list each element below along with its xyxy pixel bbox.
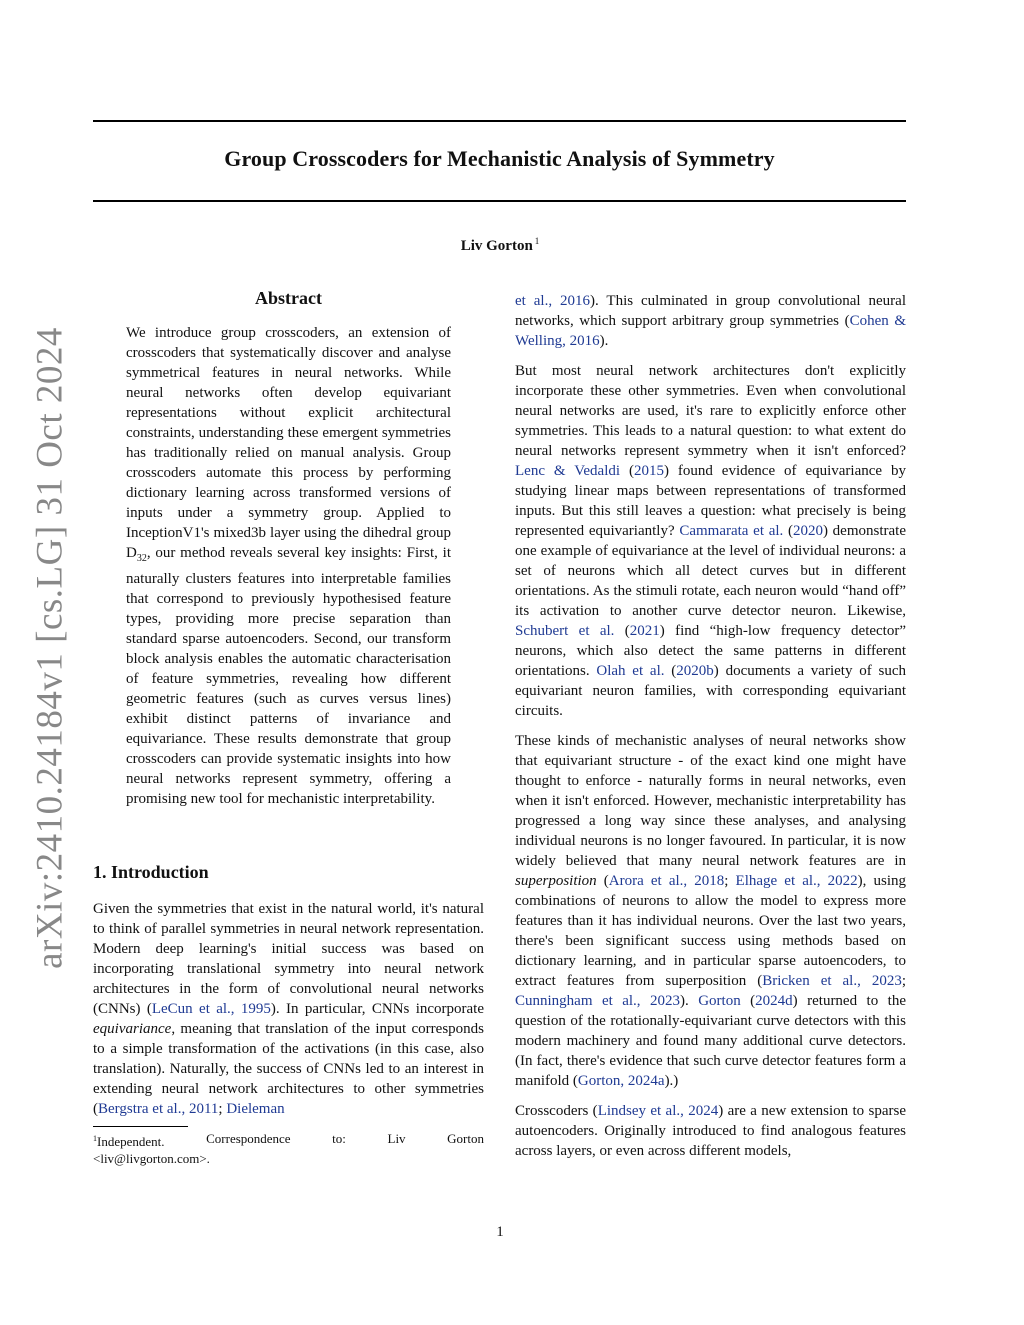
abstract-text: We introduce group crosscoders, an extension of crosscoders that systematically discover and analyse symmetrical features in neural networks. While neural networks often develop equivariant representations without explicit architectural constraints, understanding these emergent symmetries has traditionally relied on manual analysis. Group crosscoders automate this process by performing dictionary learning across transformed versions of inputs under a symmetry group. Applied to InceptionV1's mixed3b layer using the dihedral group $D_{32}$, our method reveals several key insights: First, it naturally clusters features into interpretable families that correspond to previously hypothesised feature types, providing more precise separation than standard sparse autoencoders. Second, our transform block analysis enables the automatic characterisation of feature symmetries, revealing how different geometric features (such as curves versus lines) exhibit distinct patterns of invariance and equivariance. These results demonstrate that group crosscoders can provide systematic insights into how neural networks represent symmetry, offering a promising new tool for mechanistic interpretability. [126,325,451,807]
citation-link[interactable]: 2024d [755,993,793,1009]
citation-link[interactable]: Cammarata et al. [679,523,784,539]
paper-title: Group Crosscoders for Mechanistic Analysis of Symmetry [224,146,775,171]
citation-link[interactable]: Bergstra et al., 2011 [98,1101,219,1117]
arxiv-identifier-stamp: arXiv:2410.24184v1 [cs.LG] 31 Oct 2024 [29,327,71,969]
abstract-heading: Abstract [255,288,322,308]
citation-link[interactable]: Cunningham et al., 2023 [515,993,681,1009]
footnote: $^1$Independent. Correspondence to: Liv Gorton <liv@livgorton.com>. [93,1131,484,1166]
citation-link[interactable]: Gorton [698,993,741,1009]
body-paragraph: et al., 2016). This culminated in group convolutional neural networks, which support arbitrary group symmetries (Cohen & Welling, 2016). [515,293,906,349]
citation-link[interactable]: Dieleman [226,1101,285,1117]
footnote-rule [93,1126,188,1127]
citation-link[interactable]: Arora et al., 2018 [608,873,725,889]
citation-link[interactable]: LeCun et al., 1995 [151,1001,271,1017]
author-name: Liv Gorton [460,238,533,254]
author-line [0,236,1000,255]
footnote-email: <liv@livgorton.com>. [93,1151,210,1166]
citation-link[interactable]: Olah et al. [596,663,665,679]
body-paragraph: These kinds of mechanistic analyses of neural networks show that equivariant structure - of the exact kind one might have thought to enforce - naturally forms in neural networks, even when it isn't enforced. However, mechanistic interpretability has progressed a long way since these analyses, and analysing individual neurons is no longer favoured. In particular, it is now widely believed that many neural network features are in superposition (Arora et al., 2018; Elhage et al., 2022), using combinations of neurons to allow the model to express more features than it has individual neurons. Over the last two years, there's been significant success using methods based on dictionary learning, and in particular sparse autoencoders, to extract features from superposition (Bricken et al., 2023; Cunningham et al., 2023). Gorton (2024d) returned to the question of the rotationally-equivariant curve detectors with this modern machinery and found many additional curve detectors. (In fact, there's evidence that such curve detector features form a manifold (Gorton, 2024a).) [515,733,907,1089]
citation-link[interactable]: Lenc & Vedaldi [515,463,621,479]
author-affiliation-mark: 1 [534,236,540,246]
citation-link[interactable]: Gorton, 2024a [577,1073,665,1089]
citation-link[interactable]: Elhage et al., 2022 [735,873,858,889]
citation-link[interactable]: 2021 [629,623,660,639]
page-number: 1 [496,1224,504,1240]
title-top-rule [93,120,906,122]
right-column [515,291,906,1171]
title-bottom-rule [93,200,906,202]
citation-link[interactable]: 2015 [633,463,664,479]
introduction-heading: 1. Introduction [93,862,209,882]
citation-link[interactable]: Lindsey et al., 2024 [597,1103,719,1119]
introduction-paragraph: Given the symmetries that exist in the natural world, it's natural to think of parallel symmetries in neural network representation. Modern deep learning's initial success was based on incorporating translational symmetry into neural network architectures in the form of convolutional neural networks (CNNs) (LeCun et al., 1995). In particular, CNNs incorporate equivariance, meaning that translation of the input corresponds to a simple transformation of the activations (in this case, also translation). Naturally, the success of CNNs led to an interest in extending neural network architectures to other symmetries (Bergstra et al., 2011; Dieleman [93,901,484,1117]
citation-link[interactable]: Bricken et al., 2023 [762,973,902,989]
citation-link[interactable]: et al., 2016 [515,293,591,309]
citation-link[interactable]: 2020b [676,663,714,679]
citation-link[interactable]: Schubert et al. [515,623,615,639]
body-paragraph: Crosscoders (Lindsey et al., 2024) are a new extension to sparse autoencoders. Originally introduced to find analogous features across layers, or even across different models, [515,1103,906,1159]
subscript: 32 [136,553,147,564]
citation-link[interactable]: 2020 [792,523,823,539]
body-paragraph: But most neural network architectures don't explicitly incorporate these other symmetries. Even when convolutional neural networks are used, it's rare to explicitly enforce other symmetries. This leads to a natural question: to what extent do neural networks represent symmetry when it isn't enforced? Lenc & Vedaldi (2015) found evidence of equivariance by studying linear maps between representations of transformed inputs. But this still leaves a question: what precisely is being represented equivariantly? Cammarata et al. (2020) demonstrate one example of equivariance at the level of individual neurons: a set of neurons which all detect curves but in different orientations. As the stimuli rotate, each neuron would “hand off” its activation to another curve detector neuron. Likewise, Schubert et al. (2021) find “high-low frequency detector” neurons, which also detect the same patterns in different orientations. Olah et al. (2020b) documents a variety of such equivariant neuron families, with corresponding equivariant circuits. [515,363,907,719]
citation-link[interactable]: Cohen & Welling, 2016 [515,313,906,349]
